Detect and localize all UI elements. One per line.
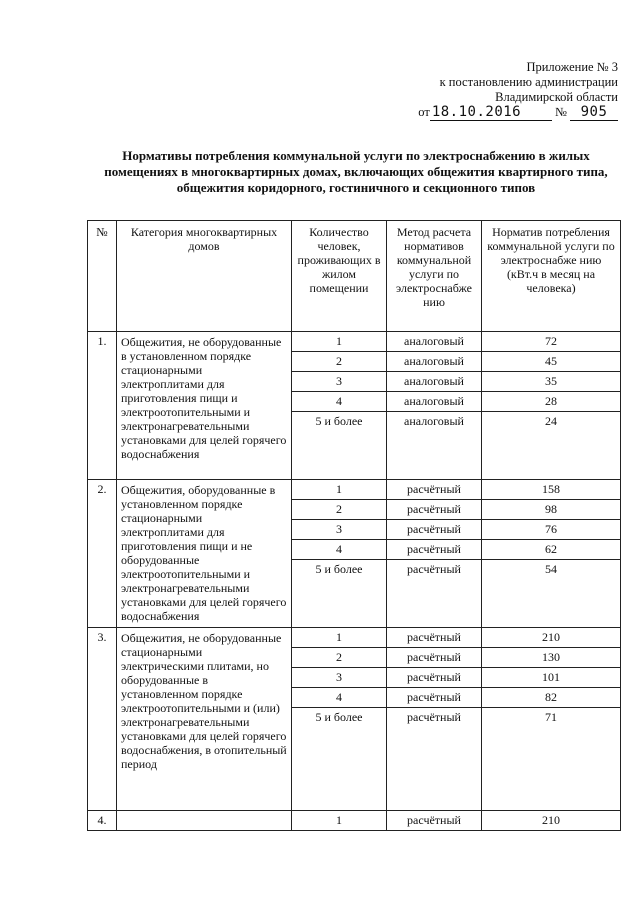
people-value: 4 (292, 540, 386, 560)
people-cell (292, 811, 387, 831)
row-category (117, 811, 292, 831)
method-value: расчётный (387, 668, 481, 688)
row-number: 2. (88, 480, 117, 628)
col-header-category: Категория многоквартирных домов (117, 221, 292, 332)
norm-cell (482, 480, 621, 628)
method-value: расчётный (387, 628, 481, 648)
row-number: 1. (88, 332, 117, 480)
method-value: аналоговый (387, 372, 481, 392)
method-value: расчётный (387, 540, 481, 560)
norm-value: 72 (482, 332, 620, 352)
method-value: расчётный (387, 520, 481, 540)
norms-table (87, 220, 621, 831)
row-category: Общежития, не оборудованные в установленном порядке стационарными электроплитами для приготовления пищи и электроотопительными и электронагревательными установками для целей горячего водоснабжения (117, 332, 292, 480)
col-header-norm: Норматив потребления коммунальной услуги по электроснабже нию (кВт.ч в месяц на человека) (482, 221, 621, 332)
people-value: 3 (292, 668, 386, 688)
people-value: 5 и более (315, 710, 363, 724)
people-value: 5 и более (315, 562, 363, 576)
norm-value: 82 (482, 688, 620, 708)
people-value: 1 (336, 813, 342, 827)
people-cell (292, 332, 387, 480)
table-header-row (88, 221, 621, 332)
norm-value: 101 (482, 668, 620, 688)
method-value: аналоговый (387, 332, 481, 352)
method-value: расчётный (387, 500, 481, 520)
method-value: аналоговый (404, 414, 464, 428)
method-cell (387, 332, 482, 480)
people-cell (292, 628, 387, 811)
page-title: Нормативы потребления коммунальной услуги по электроснабжению в жилых помещениях в многоквартирных домах, включающих общежития квартирного типа, общежития коридорного, гостиничного и секционного типов (104, 148, 608, 195)
method-value: расчётный (407, 813, 461, 827)
table-row (88, 811, 621, 831)
norm-value: 130 (482, 648, 620, 668)
norm-value: 54 (545, 562, 557, 576)
resolution-number: 905 (570, 105, 618, 121)
norm-value: 98 (482, 500, 620, 520)
method-value: аналоговый (387, 352, 481, 372)
date-number-line (358, 105, 618, 121)
norm-cell (482, 628, 621, 811)
method-value: аналоговый (387, 392, 481, 412)
people-value: 4 (292, 392, 386, 412)
people-value: 4 (292, 688, 386, 708)
resolution-date: 18.10.2016 (430, 105, 552, 121)
col-header-method: Метод расчета нормативов коммунальной услуги по электроснабже нию (387, 221, 482, 332)
norm-value: 76 (482, 520, 620, 540)
norm-value: 210 (482, 628, 620, 648)
people-value: 1 (292, 480, 386, 500)
method-value: расчётный (387, 480, 481, 500)
table-row (88, 628, 621, 811)
col-header-people: Количество человек, проживающих в жилом помещении (292, 221, 387, 332)
method-cell (387, 628, 482, 811)
date-prefix: от (418, 105, 430, 119)
people-value: 2 (292, 352, 386, 372)
people-value: 3 (292, 372, 386, 392)
people-value: 1 (292, 332, 386, 352)
method-value: расчётный (387, 648, 481, 668)
row-number: 3. (88, 628, 117, 811)
norm-value: 35 (482, 372, 620, 392)
norm-value: 210 (542, 813, 560, 827)
people-value: 5 и более (315, 414, 363, 428)
method-value: расчётный (387, 688, 481, 708)
norm-cell (482, 332, 621, 480)
people-value: 2 (292, 500, 386, 520)
norm-value: 71 (545, 710, 557, 724)
people-value: 1 (292, 628, 386, 648)
appendix-label: Приложение № 3 (526, 60, 618, 74)
document-header (358, 60, 618, 121)
resolution-ref: к постановлению администрации (439, 75, 618, 89)
table-row (88, 480, 621, 628)
people-value: 2 (292, 648, 386, 668)
norm-value: 28 (482, 392, 620, 412)
method-value: расчётный (407, 562, 461, 576)
region-name: Владимирской области (495, 90, 618, 104)
number-prefix: № (554, 105, 567, 119)
row-category: Общежития, оборудованные в установленном порядке стационарными электроплитами для приготовления пищи и не оборудованные электроотопительными и электронагревательными установками для целей горячего водоснабжения (117, 480, 292, 628)
norm-value: 158 (482, 480, 620, 500)
table-row (88, 332, 621, 480)
people-cell (292, 480, 387, 628)
norm-value: 24 (545, 414, 557, 428)
method-cell (387, 480, 482, 628)
row-number: 4. (88, 811, 117, 831)
norm-cell (482, 811, 621, 831)
norm-value: 62 (482, 540, 620, 560)
norm-value: 45 (482, 352, 620, 372)
row-category: Общежития, не оборудованные стационарными электрическими плитами, но оборудованные в установленном порядке электроотопительными и (или) электронагревательными установками для целей горячего водоснабжения, в отопительный период (117, 628, 292, 811)
people-value: 3 (292, 520, 386, 540)
method-cell (387, 811, 482, 831)
method-value: расчётный (407, 710, 461, 724)
col-header-num: № (88, 221, 117, 332)
